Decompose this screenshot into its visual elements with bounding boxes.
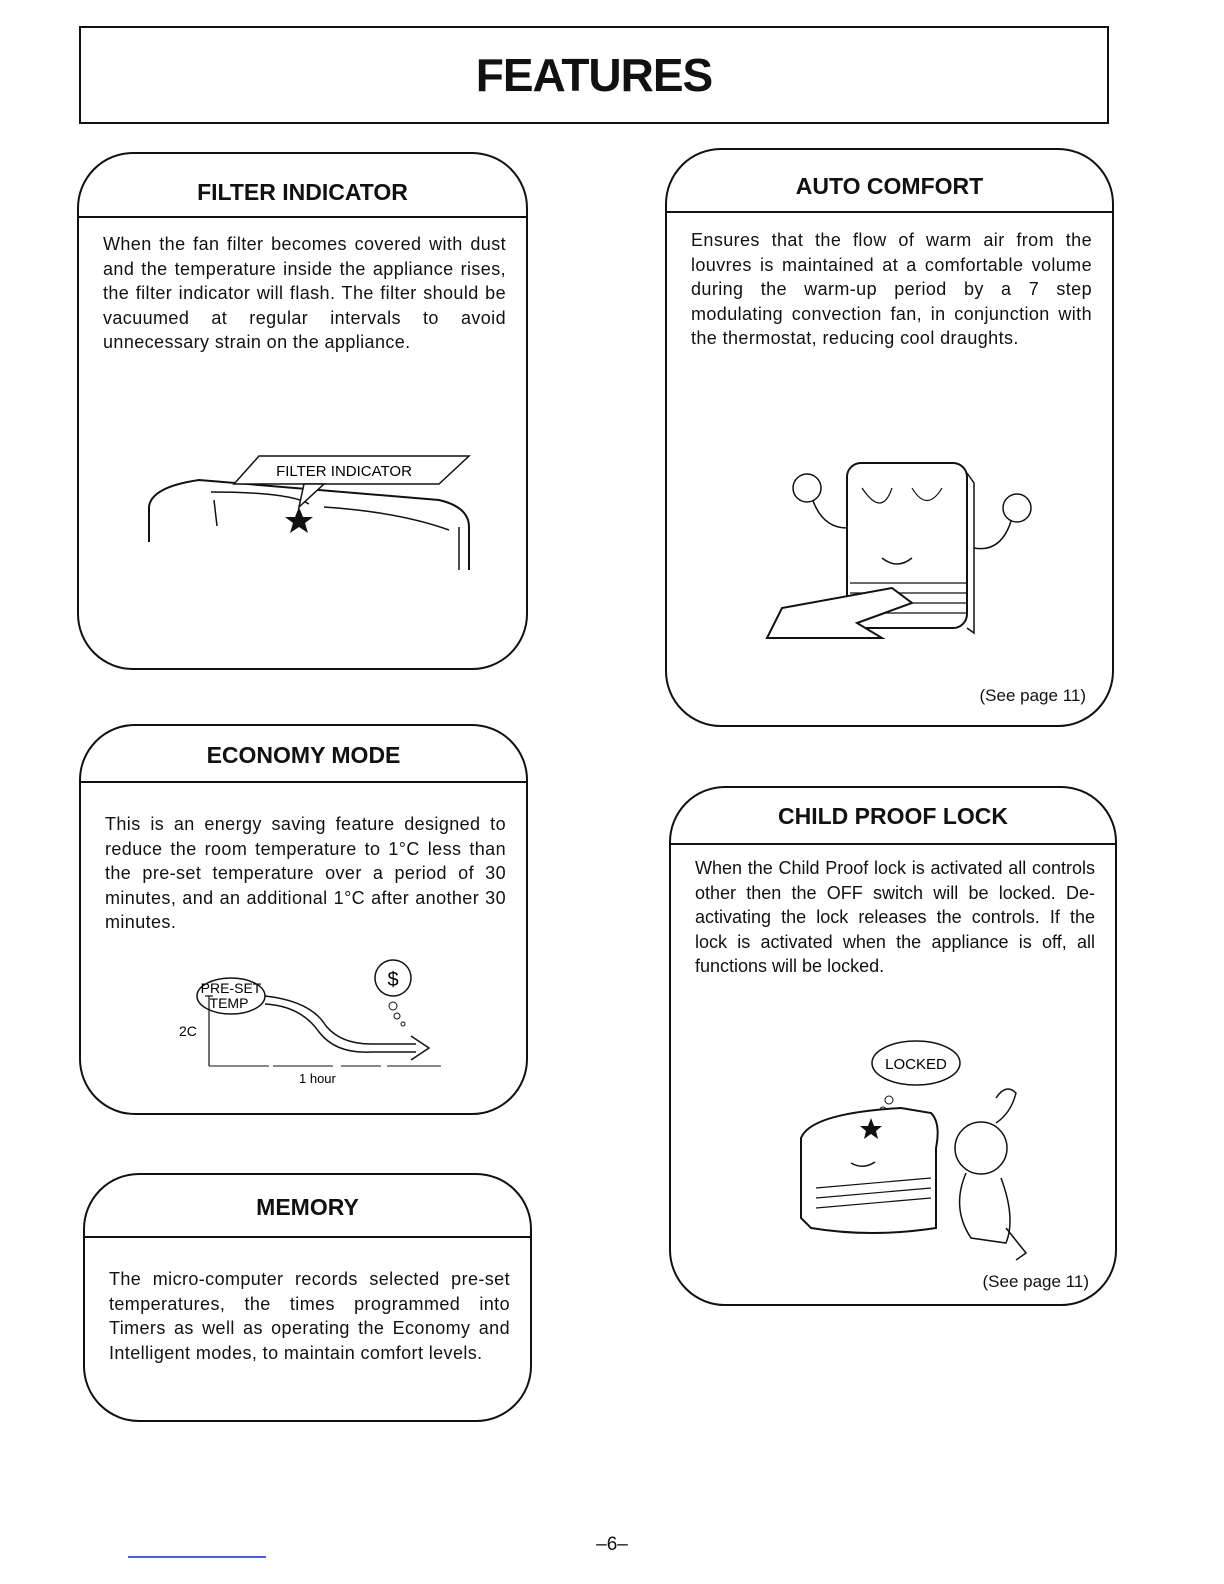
child-proof-lock-text: When the Child Proof lock is activated all controls other then the OFF switch will be locked. De-activating the lock releases the controls. If the lock is activated when the appliance is off, all functions will be locked. [695, 858, 1095, 977]
x-axis-label: 1 hour [299, 1071, 336, 1086]
preset-temp-label-line1: PRE-SET [200, 980, 262, 996]
down-arrow-icon [411, 1036, 429, 1060]
filter-indicator-card [77, 152, 528, 670]
child-proof-lock-page-ref: (See page 11) [982, 1272, 1089, 1291]
filter-indicator-heading: FILTER INDICATOR [79, 154, 526, 218]
auto-comfort-heading: AUTO COMFORT [667, 150, 1112, 213]
filter-indicator-callout: FILTER INDICATOR [276, 463, 412, 480]
memory-card [83, 1173, 532, 1422]
money-bag-icon: $ [387, 969, 399, 991]
locked-bubble-label: LOCKED [885, 1056, 947, 1073]
auto-comfort-text: Ensures that the flow of warm air from the louvres is maintained at a comfortable volume during the warm-up period by a 7 step modulating convection fan, in conjunction with the thermostat, reducing cool draughts. [691, 230, 1092, 349]
auto-comfort-card [665, 148, 1114, 727]
heater-character-illustration [762, 458, 1052, 648]
page-title: FEATURES [475, 49, 713, 101]
blue-underline-mark [128, 1556, 266, 1558]
economy-mode-diagram [171, 956, 471, 1086]
y-axis-label: 2C [179, 1023, 197, 1039]
memory-text: The micro-computer records selected pre-set temperatures, the times programmed into Timers as well as operating the Economy and Intelligent modes, to maintain comfort levels. [109, 1269, 510, 1363]
child-proof-lock-heading: CHILD PROOF LOCK [671, 788, 1115, 845]
economy-mode-card [79, 724, 528, 1115]
auto-comfort-page-ref: (See page 11) [979, 686, 1086, 705]
preset-temp-label-line2: TEMP [209, 995, 249, 1011]
page-title-box [79, 26, 1109, 124]
memory-heading: MEMORY [85, 1175, 530, 1238]
filter-indicator-text: When the fan filter becomes covered with dust and the temperature inside the appliance rises, the filter indicator will flash. The filter should be vacuumed at regular intervals to avoid unnecessary strain on the appliance. [103, 234, 506, 353]
filter-indicator-illustration [139, 452, 479, 582]
economy-mode-heading: ECONOMY MODE [81, 726, 526, 783]
locked-heater-illustration [771, 1028, 1051, 1268]
page-number: –6– [596, 1534, 628, 1555]
indicator-star-icon [285, 507, 313, 533]
child-proof-lock-card [669, 786, 1117, 1306]
economy-mode-text: This is an energy saving feature designed to reduce the room temperature to 1°C less than the pre-set temperature over a period of 30 minutes, and an additional 1°C after another 30 minutes. [105, 814, 506, 933]
